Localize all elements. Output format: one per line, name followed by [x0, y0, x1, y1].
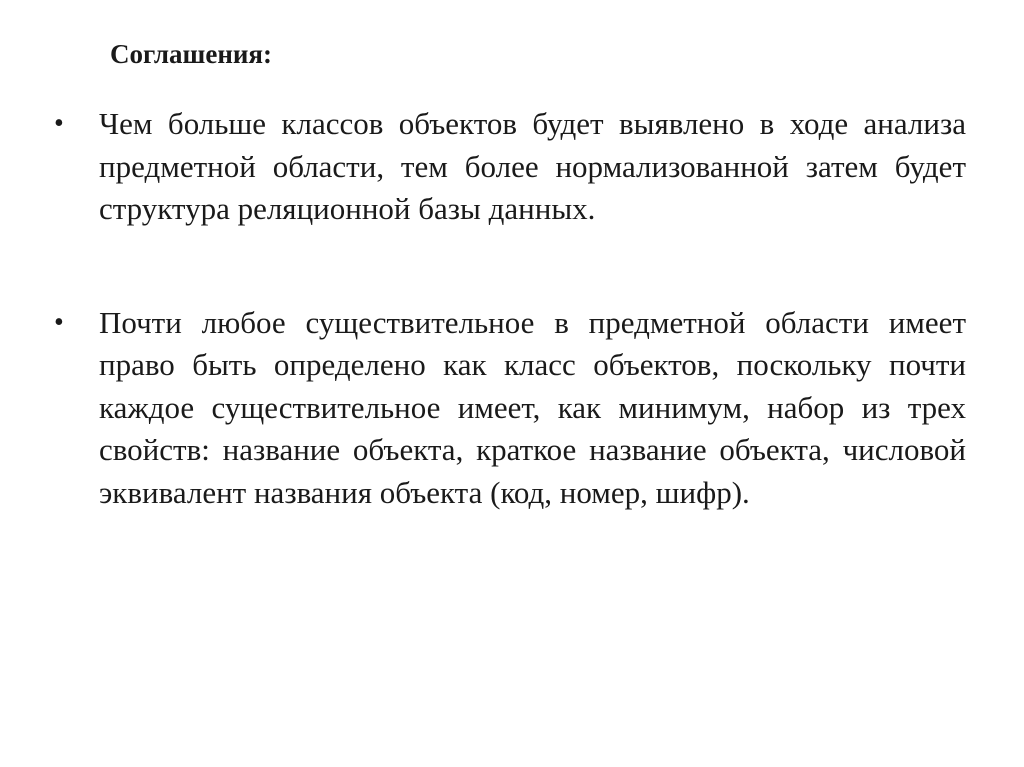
bullet-list [52, 103, 966, 514]
bullet-text: Чем больше классов объектов будет выявлено в ходе анализа предметной области, тем более нормализованной затем будет структура реляционной базы данных. [99, 106, 966, 226]
bullet-item [52, 302, 966, 515]
bullet-marker-icon: • [54, 306, 64, 338]
bullet-marker-icon: • [54, 108, 64, 139]
bullet-item [52, 103, 966, 231]
bullet-text: Почти любое существительное в предметной области имеет право быть определено как класс объектов, поскольку почти каждое существительное имеет, как минимум, набор из трех свойств: название объекта, краткое название объекта, числовой эквивалент названия объекта (код, номер, шифр). [99, 304, 966, 510]
slide-title: Соглашения: [110, 39, 273, 69]
